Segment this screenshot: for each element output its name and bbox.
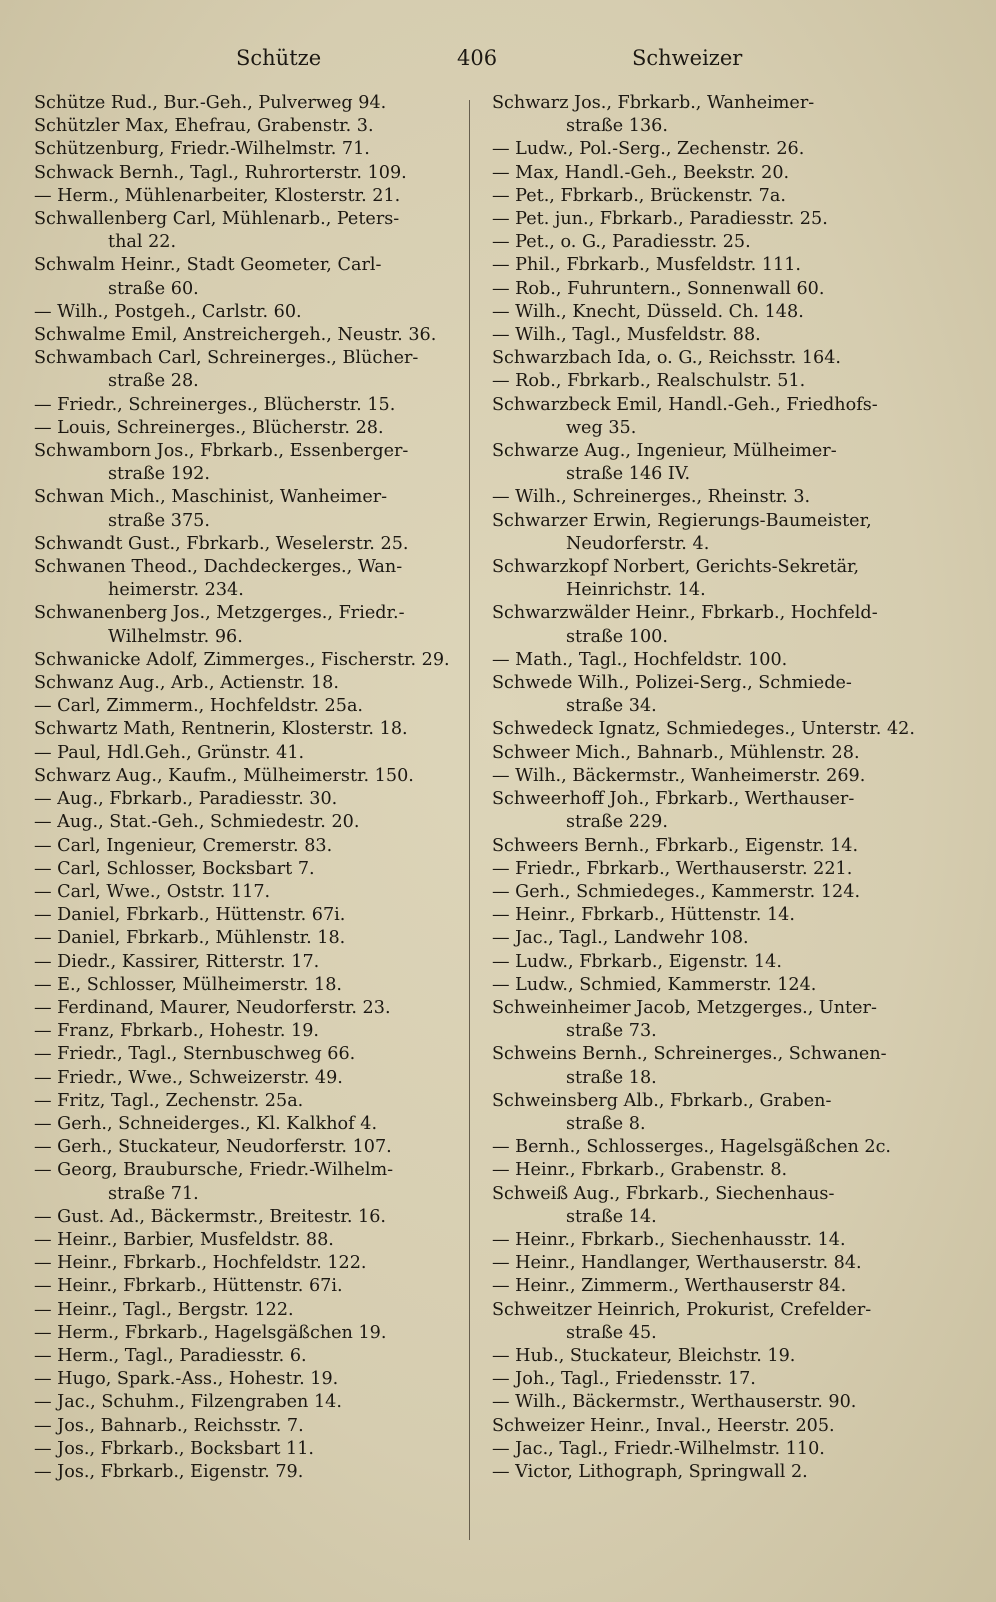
entry-line: — Wilh., Knecht, Düsseld. Ch. 148. xyxy=(492,301,804,322)
directory-entry xyxy=(492,835,922,858)
directory-entry xyxy=(34,904,466,927)
directory-entry xyxy=(492,138,922,161)
right-column xyxy=(492,92,922,1484)
directory-entry xyxy=(34,486,466,532)
entry-continuation: straße 14. xyxy=(566,1206,657,1227)
entry-line: — Rob., Fuhruntern., Sonnenwall 60. xyxy=(492,278,825,299)
directory-entry xyxy=(34,835,466,858)
entry-line: Schwarzbach Ida, o. G., Reichsstr. 164. xyxy=(492,348,841,369)
entry-continuation: Wilhelmstr. 96. xyxy=(108,626,243,647)
entry-line: — Louis, Schreinerges., Blücherstr. 28. xyxy=(34,417,384,438)
entry-line: — Friedr., Tagl., Sternbuschweg 66. xyxy=(34,1044,356,1065)
directory-entry xyxy=(34,185,466,208)
entry-continuation: Heinrichstr. 14. xyxy=(566,580,706,601)
directory-entry xyxy=(34,115,466,138)
directory-entry xyxy=(492,1415,922,1438)
entry-line: — Ludw., Schmied, Kammerstr. 124. xyxy=(492,974,817,995)
directory-entry xyxy=(492,1183,922,1229)
entry-line: Schweer Mich., Bahnarb., Mühlenstr. 28. xyxy=(492,742,860,763)
directory-entry xyxy=(34,394,466,417)
directory-entry xyxy=(492,649,922,672)
entry-line: Schwarz Aug., Kaufm., Mülheimerstr. 150. xyxy=(34,765,414,786)
directory-entry xyxy=(34,1229,466,1252)
entry-continuation: straße 73. xyxy=(566,1021,657,1042)
entry-line: — Jos., Bahnarb., Reichsstr. 7. xyxy=(34,1415,304,1436)
entry-line: — Wilh., Tagl., Musfeldstr. 88. xyxy=(492,325,761,346)
entry-line: — Diedr., Kassirer, Ritterstr. 17. xyxy=(34,951,320,972)
entry-line: — Carl, Ingenieur, Cremerstr. 83. xyxy=(34,835,333,856)
entry-line: Schwambach Carl, Schreinerges., Blücher- xyxy=(34,348,419,369)
directory-entry xyxy=(492,254,922,277)
directory-entry xyxy=(492,301,922,324)
directory-entry xyxy=(492,742,922,765)
entry-line: Schweerhoff Joh., Fbrkarb., Werthauser- xyxy=(492,789,855,810)
entry-line: — Franz, Fbrkarb., Hohestr. 19. xyxy=(34,1021,319,1042)
entry-line: — Wilh., Bäckermstr., Wanheimerstr. 269. xyxy=(492,765,866,786)
entry-line: Schwanz Aug., Arb., Actienstr. 18. xyxy=(34,673,339,694)
directory-entry xyxy=(34,602,466,648)
directory-entry xyxy=(492,162,922,185)
directory-entry xyxy=(492,324,922,347)
directory-entry xyxy=(492,788,922,834)
entry-line: — Max, Handl.-Geh., Beekstr. 20. xyxy=(492,162,790,183)
entry-line: Schwarz Jos., Fbrkarb., Wanheimer- xyxy=(492,93,815,113)
directory-entry xyxy=(492,881,922,904)
entry-line: Schwalme Emil, Anstreichergeh., Neustr. 36. xyxy=(34,325,437,346)
directory-entry xyxy=(34,695,466,718)
directory-entry xyxy=(34,1067,466,1090)
directory-entry xyxy=(492,927,922,950)
entry-continuation: straße 100. xyxy=(566,626,668,647)
directory-entry xyxy=(34,765,466,788)
entry-continuation: straße 28. xyxy=(108,371,199,392)
entry-line: — Hub., Stuckateur, Bleichstr. 19. xyxy=(492,1345,796,1366)
directory-entry xyxy=(34,1252,466,1275)
directory-entry xyxy=(492,556,922,602)
directory-entry xyxy=(34,742,466,765)
entry-line: — Fritz, Tagl., Zechenstr. 25a. xyxy=(34,1090,304,1111)
directory-entry xyxy=(492,672,922,718)
entry-continuation: straße 45. xyxy=(566,1322,657,1343)
entry-continuation: Neudorferstr. 4. xyxy=(566,533,710,554)
directory-entry xyxy=(34,301,466,324)
entry-line: — Carl, Zimmerm., Hochfeldstr. 25a. xyxy=(34,696,364,717)
directory-entry xyxy=(492,951,922,974)
entry-line: Schweinsberg Alb., Fbrkarb., Graben- xyxy=(492,1090,832,1111)
directory-entry xyxy=(492,602,922,648)
entry-line: — Joh., Tagl., Friedensstr. 17. xyxy=(492,1369,756,1390)
directory-entry xyxy=(492,486,922,509)
entry-line: — Gerh., Schneiderges., Kl. Kalkhof 4. xyxy=(34,1113,378,1134)
directory-entry xyxy=(34,1345,466,1368)
entry-line: — Daniel, Fbrkarb., Mühlenstr. 18. xyxy=(34,928,346,949)
directory-entry xyxy=(34,138,466,161)
directory-entry xyxy=(34,254,466,300)
entry-line: — Herm., Tagl., Paradiesstr. 6. xyxy=(34,1345,307,1366)
entry-line: Schwanen Theod., Dachdeckerges., Wan- xyxy=(34,557,403,578)
directory-entry xyxy=(34,1391,466,1414)
entry-line: Schützler Max, Ehefrau, Grabenstr. 3. xyxy=(34,116,374,137)
directory-entry xyxy=(492,1368,922,1391)
entry-continuation: weg 35. xyxy=(566,417,637,438)
entry-line: — Victor, Lithograph, Springwall 2. xyxy=(492,1461,808,1482)
directory-entry xyxy=(492,1229,922,1252)
directory-entry xyxy=(34,858,466,881)
directory-entry xyxy=(34,1136,466,1159)
directory-entry xyxy=(34,1322,466,1345)
entry-line: — Jos., Fbrkarb., Eigenstr. 79. xyxy=(34,1461,304,1482)
directory-entry xyxy=(34,440,466,486)
directory-entry xyxy=(492,208,922,231)
directory-entry xyxy=(34,997,466,1020)
entry-continuation: straße 136. xyxy=(566,116,668,137)
directory-entry xyxy=(492,185,922,208)
directory-entry xyxy=(492,1159,922,1182)
entry-line: Schwarze Aug., Ingenieur, Mülheimer- xyxy=(492,441,837,462)
entry-line: — Ludw., Fbrkarb., Eigenstr. 14. xyxy=(492,951,782,972)
entry-line: — E., Schlosser, Mülheimerstr. 18. xyxy=(34,974,342,995)
directory-entry xyxy=(34,162,466,185)
entry-line: Schwallenberg Carl, Mühlenarb., Peters- xyxy=(34,209,400,230)
entry-line: — Heinr., Tagl., Bergstr. 122. xyxy=(34,1299,294,1320)
directory-entry xyxy=(34,811,466,834)
directory-entry xyxy=(492,440,922,486)
directory-entry xyxy=(492,1299,922,1345)
entry-line: — Herm., Mühlenarbeiter, Klosterstr. 21. xyxy=(34,185,401,206)
entry-line: Schwarzer Erwin, Regierungs-Baumeister, xyxy=(492,510,872,531)
entry-line: Schützenburg, Friedr.-Wilhelmstr. 71. xyxy=(34,139,370,160)
directory-entry xyxy=(492,1136,922,1159)
directory-entry xyxy=(34,1438,466,1461)
entry-line: — Pet., Fbrkarb., Brückenstr. 7a. xyxy=(492,185,786,206)
entry-line: Schwan Mich., Maschinist, Wanheimer- xyxy=(34,487,388,508)
entry-line: Schweins Bernh., Schreinerges., Schwanen- xyxy=(492,1044,887,1065)
directory-entry xyxy=(34,1461,466,1484)
entry-line: Schwarzkopf Norbert, Gerichts-Sekretär, xyxy=(492,557,860,578)
entry-line: Schwedeck Ignatz, Schmiedeges., Unterstr. 42. xyxy=(492,719,915,740)
directory-entry xyxy=(492,904,922,927)
entry-line: — Heinr., Fbrkarb., Hüttenstr. 67i. xyxy=(34,1276,343,1297)
entry-line: — Pet. jun., Fbrkarb., Paradiesstr. 25. xyxy=(492,209,828,230)
directory-entry xyxy=(492,231,922,254)
directory-entry xyxy=(34,649,466,672)
directory-entry xyxy=(492,92,922,138)
directory-entry xyxy=(34,208,466,254)
directory-entry xyxy=(34,718,466,741)
entry-continuation: heimerstr. 234. xyxy=(108,580,244,601)
left-column xyxy=(34,92,466,1484)
entry-line: — Gerh., Stuckateur, Neudorferstr. 107. xyxy=(34,1137,392,1158)
directory-entry xyxy=(34,951,466,974)
directory-entry xyxy=(34,556,466,602)
directory-entry xyxy=(34,1159,466,1205)
entry-line: — Gerh., Schmiedeges., Kammerstr. 124. xyxy=(492,881,861,902)
entry-line: — Phil., Fbrkarb., Musfeldstr. 111. xyxy=(492,255,801,276)
directory-entry xyxy=(34,788,466,811)
entry-line: Schütze Rud., Bur.-Geh., Pulverweg 94. xyxy=(34,93,387,113)
entry-line: — Wilh., Schreinerges., Rheinstr. 3. xyxy=(492,487,811,508)
entry-line: Schwarzwälder Heinr., Fbrkarb., Hochfeld- xyxy=(492,603,878,624)
entry-line: — Wilh., Bäckermstr., Werthauserstr. 90. xyxy=(492,1392,857,1413)
entry-line: — Daniel, Fbrkarb., Hüttenstr. 67i. xyxy=(34,905,346,926)
directory-entry xyxy=(492,278,922,301)
entry-continuation: straße 60. xyxy=(108,278,199,299)
entry-line: Schweizer Heinr., Inval., Heerstr. 205. xyxy=(492,1415,835,1436)
entry-line: — Math., Tagl., Hochfeldstr. 100. xyxy=(492,649,788,670)
page-header xyxy=(0,46,996,76)
directory-entry xyxy=(492,1252,922,1275)
entry-line: — Jac., Schuhm., Filzengraben 14. xyxy=(34,1392,342,1413)
directory-entry xyxy=(34,1368,466,1391)
entry-line: — Heinr., Zimmerm., Werthauserstr 84. xyxy=(492,1276,847,1297)
entry-line: — Aug., Fbrkarb., Paradiesstr. 30. xyxy=(34,789,338,810)
entry-line: — Herm., Fbrkarb., Hagelsgäßchen 19. xyxy=(34,1322,387,1343)
entry-line: Schwede Wilh., Polizei-Serg., Schmiede- xyxy=(492,673,852,694)
directory-entry xyxy=(492,1391,922,1414)
entry-continuation: straße 146 IV. xyxy=(566,464,691,485)
entry-line: Schweers Bernh., Fbrkarb., Eigenstr. 14. xyxy=(492,835,859,856)
entry-line: — Gust. Ad., Bäckermstr., Breitestr. 16. xyxy=(34,1206,386,1227)
entry-line: — Heinr., Fbrkarb., Hüttenstr. 14. xyxy=(492,905,795,926)
directory-entry xyxy=(492,858,922,881)
directory-entry xyxy=(492,510,922,556)
entry-continuation: straße 8. xyxy=(566,1113,646,1134)
directory-entry xyxy=(34,417,466,440)
directory-entry xyxy=(492,974,922,997)
directory-entry xyxy=(492,394,922,440)
entry-line: — Rob., Fbrkarb., Realschulstr. 51. xyxy=(492,371,806,392)
directory-entry xyxy=(34,1415,466,1438)
entry-line: Schwanenberg Jos., Metzgerges., Friedr.- xyxy=(34,603,405,624)
directory-entry xyxy=(34,347,466,393)
directory-entry xyxy=(34,1043,466,1066)
directory-entry xyxy=(492,1438,922,1461)
directory-entry xyxy=(492,765,922,788)
directory-entry xyxy=(34,881,466,904)
directory-entry xyxy=(34,92,466,115)
entry-line: — Friedr., Schreinerges., Blücherstr. 15. xyxy=(34,394,396,415)
entry-line: Schwandt Gust., Fbrkarb., Weselerstr. 25. xyxy=(34,533,409,554)
directory-entry xyxy=(492,1345,922,1368)
entry-line: — Aug., Stat.-Geh., Schmiedestr. 20. xyxy=(34,812,360,833)
directory-entry xyxy=(34,927,466,950)
directory-entry xyxy=(492,997,922,1043)
entry-line: — Heinr., Fbrkarb., Grabenstr. 8. xyxy=(492,1160,788,1181)
directory-entry xyxy=(34,1275,466,1298)
directory-entry xyxy=(34,672,466,695)
entry-line: Schwanicke Adolf, Zimmerges., Fischerstr. 29. xyxy=(34,649,450,670)
directory-entry xyxy=(492,718,922,741)
entry-line: Schwalm Heinr., Stadt Geometer, Carl- xyxy=(34,255,382,276)
entry-continuation: straße 375. xyxy=(108,510,210,531)
header-left-keyword: Schütze xyxy=(236,46,322,70)
entry-line: Schweiß Aug., Fbrkarb., Siechenhaus- xyxy=(492,1183,835,1204)
entry-line: Schweitzer Heinrich, Prokurist, Crefelder- xyxy=(492,1299,872,1320)
directory-entry xyxy=(492,1275,922,1298)
entry-line: — Carl, Wwe., Oststr. 117. xyxy=(34,881,271,902)
entry-line: Schweinheimer Jacob, Metzgerges., Unter- xyxy=(492,997,877,1018)
directory-entry xyxy=(34,1090,466,1113)
entry-line: — Georg, Braubursche, Friedr.-Wilhelm- xyxy=(34,1160,394,1181)
entry-line: — Jac., Tagl., Landwehr 108. xyxy=(492,928,749,949)
entry-line: — Jos., Fbrkarb., Bocksbart 11. xyxy=(34,1438,314,1459)
directory-entry xyxy=(34,1206,466,1229)
entry-line: — Wilh., Postgeh., Carlstr. 60. xyxy=(34,301,302,322)
directory-entry xyxy=(492,1090,922,1136)
entry-line: — Jac., Tagl., Friedr.-Wilhelmstr. 110. xyxy=(492,1438,825,1459)
entry-line: Schwarzbeck Emil, Handl.-Geh., Friedhofs- xyxy=(492,394,878,415)
entry-line: — Pet., o. G., Paradiesstr. 25. xyxy=(492,232,751,253)
entry-line: — Heinr., Fbrkarb., Hochfeldstr. 122. xyxy=(34,1253,367,1274)
entry-line: — Paul, Hdl.Geh., Grünstr. 41. xyxy=(34,742,305,763)
entry-continuation: straße 34. xyxy=(566,696,657,717)
entry-continuation: straße 192. xyxy=(108,464,210,485)
entry-line: Schwamborn Jos., Fbrkarb., Essenberger- xyxy=(34,441,409,462)
directory-entry xyxy=(34,533,466,556)
entry-line: — Ludw., Pol.-Serg., Zechenstr. 26. xyxy=(492,139,805,160)
directory-entry xyxy=(492,370,922,393)
directory-entry xyxy=(492,1043,922,1089)
entry-line: Schwack Bernh., Tagl., Ruhrorterstr. 109. xyxy=(34,162,407,183)
entry-line: — Heinr., Barbier, Musfeldstr. 88. xyxy=(34,1229,334,1250)
entry-line: — Heinr., Fbrkarb., Siechenhausstr. 14. xyxy=(492,1229,846,1250)
entry-continuation: thal 22. xyxy=(108,232,177,253)
entry-line: — Friedr., Wwe., Schweizerstr. 49. xyxy=(34,1067,343,1088)
directory-entry xyxy=(34,1299,466,1322)
entry-line: — Ferdinand, Maurer, Neudorferstr. 23. xyxy=(34,997,391,1018)
entry-continuation: straße 71. xyxy=(108,1183,199,1204)
directory-entry xyxy=(34,974,466,997)
entry-line: — Heinr., Handlanger, Werthauserstr. 84. xyxy=(492,1253,862,1274)
directory-entry xyxy=(34,324,466,347)
entry-line: — Friedr., Fbrkarb., Werthauserstr. 221. xyxy=(492,858,853,879)
entry-continuation: straße 18. xyxy=(566,1067,657,1088)
directory-entry xyxy=(492,347,922,370)
entry-line: — Bernh., Schlosserges., Hagelsgäßchen 2c. xyxy=(492,1137,892,1158)
column-divider xyxy=(469,100,470,1540)
directory-entry xyxy=(492,1461,922,1484)
entry-line: — Carl, Schlosser, Bocksbart 7. xyxy=(34,858,315,879)
page-number: 406 xyxy=(457,46,498,70)
header-right-keyword: Schweizer xyxy=(632,46,743,70)
directory-entry xyxy=(34,1020,466,1043)
entry-line: Schwartz Math, Rentnerin, Klosterstr. 18. xyxy=(34,719,408,740)
entry-continuation: straße 229. xyxy=(566,812,668,833)
directory-entry xyxy=(34,1113,466,1136)
entry-line: — Hugo, Spark.-Ass., Hohestr. 19. xyxy=(34,1369,339,1390)
